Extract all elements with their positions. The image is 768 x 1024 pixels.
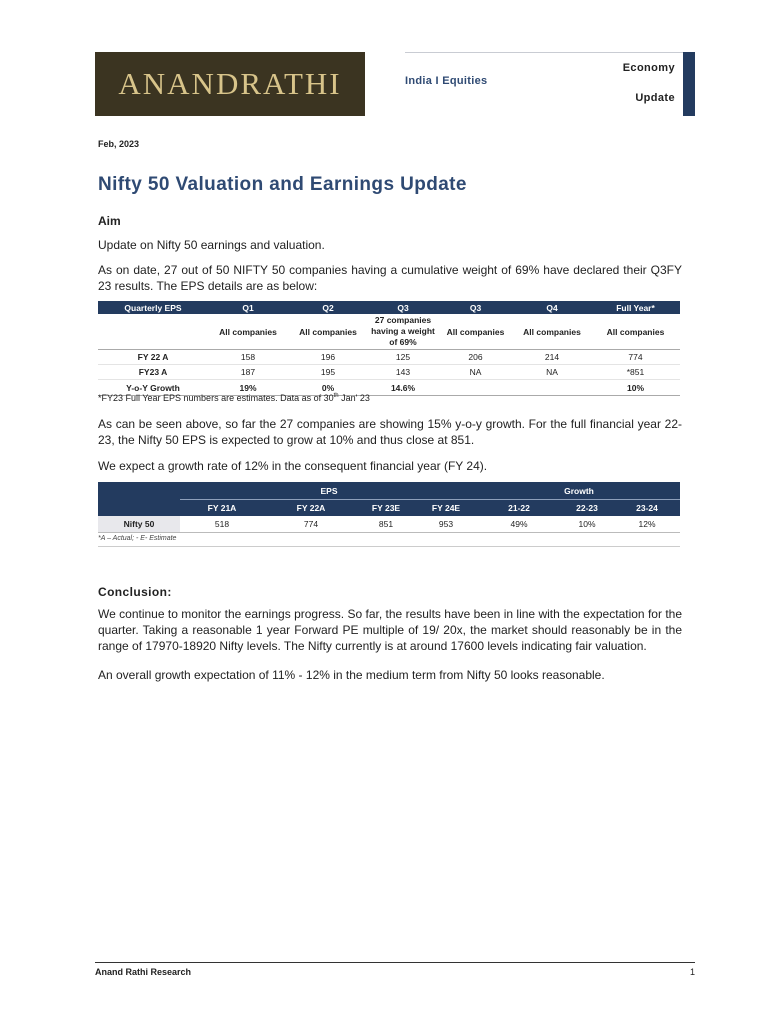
table-row: [98, 365, 680, 380]
eps-header-cell: Q1: [208, 301, 288, 314]
eps-header-cell: Q2: [288, 301, 368, 314]
table-cell: 143: [368, 365, 438, 380]
growth-table-group-header: [98, 482, 680, 500]
table-cell: NA: [513, 365, 591, 380]
footer-source: Anand Rathi Research: [95, 967, 192, 977]
table-cell: 10%: [591, 380, 680, 396]
eps-subheader-cell: All companies: [438, 314, 513, 350]
conclusion-paragraph-1: We continue to monitor the earnings progress. So far, the results have been in line with the expectation for the quarter. Taking a reasonable 1 year Forward PE multiple of 19/ 20x, the market should reasonably be in the range of 17970-18920 Nifty levels. The Nifty currently is at around 17600 levels indicating fair valuation.: [98, 607, 682, 653]
logo-text: ANANDRATHI: [118, 66, 342, 101]
aim-paragraph-1: Update on Nifty 50 earnings and valuation.: [98, 238, 325, 252]
table-cell: 196: [288, 350, 368, 365]
row-label: Y-o-Y Growth: [98, 380, 208, 396]
eps-header-cell: Quarterly EPS: [98, 301, 208, 314]
row-label: Nifty 50: [98, 516, 180, 533]
growth-header-cell: 22-23: [560, 500, 614, 517]
growth-header-cell: FY 22A: [264, 500, 358, 517]
table-cell: 12%: [614, 516, 680, 533]
table-cell: 49%: [478, 516, 560, 533]
table-cell: 187: [208, 365, 288, 380]
growth-table-header: [98, 500, 680, 517]
table-cell: 206: [438, 350, 513, 365]
eps-footnote-text: *FY23 Full Year EPS numbers are estimates. Data as of 30: [98, 393, 334, 403]
eps-table-header: [98, 301, 680, 314]
eps-footnote: [98, 393, 370, 403]
eps-footnote-tail: Jan' 23: [338, 393, 370, 403]
body-paragraph-1: As can be seen above, so far the 27 companies are showing 15% y-o-y growth. For the full financial year 22-23, the Nifty 50 EPS is expected to grow at 10% and thus close at 851.: [98, 417, 682, 447]
growth-group-header: Growth: [478, 482, 680, 500]
table-cell: 851: [358, 516, 414, 533]
eps-header-cell: Q3: [438, 301, 513, 314]
category-label: Economy: [622, 62, 675, 74]
page-title: Nifty 50 Valuation and Earnings Update: [98, 174, 467, 195]
aim-paragraph-2: As on date, 27 out of 50 NIFTY 50 companies having a cumulative weight of 69% have declared their Q3FY 23 results. The EPS details are as below:: [98, 263, 682, 293]
table-cell: NA: [438, 365, 513, 380]
eps-subheader-cell: All companies: [208, 314, 288, 350]
header-rule: [405, 52, 683, 53]
table-cell: 19%: [208, 380, 288, 396]
body-paragraph-2: We expect a growth rate of 12% in the consequent financial year (FY 24).: [98, 459, 488, 473]
table-cell: *851: [591, 365, 680, 380]
eps-table-subheader: [98, 314, 680, 350]
growth-header-cell: FY 24E: [414, 500, 478, 517]
table-cell: 953: [414, 516, 478, 533]
eps-subheader-cell: 27 companies having a weight of 69%: [368, 314, 438, 350]
report-type-label: Update: [635, 92, 675, 104]
eps-subheader-cell: All companies: [591, 314, 680, 350]
eps-header-cell: Full Year*: [591, 301, 680, 314]
eps-header-cell: Q3: [368, 301, 438, 314]
table-cell: 195: [288, 365, 368, 380]
table-cell: 774: [591, 350, 680, 365]
table-cell: 10%: [560, 516, 614, 533]
aim-heading: Aim: [98, 214, 121, 228]
growth-header-cell: 21-22: [478, 500, 560, 517]
page-number: 1: [689, 967, 695, 977]
table-cell: 14.6%: [368, 380, 438, 396]
conclusion-paragraph-2: An overall growth expectation of 11% - 12% in the medium term from Nifty 50 looks reasonable.: [98, 668, 605, 682]
growth-header-cell: FY 23E: [358, 500, 414, 517]
footnote-rule: [98, 546, 680, 547]
growth-table: [98, 482, 680, 533]
growth-footnote: *A – Actual; - E- Estimate: [98, 535, 177, 542]
conclusion-heading: Conclusion:: [98, 585, 172, 599]
anand-rathi-logo: [95, 52, 365, 116]
table-cell: 214: [513, 350, 591, 365]
table-cell: [513, 380, 591, 396]
row-label: FY23 A: [98, 365, 208, 380]
table-row: [98, 516, 680, 533]
eps-footnote-sup: th: [333, 393, 339, 399]
table-cell: 518: [180, 516, 264, 533]
eps-subheader-cell: All companies: [288, 314, 368, 350]
eps-group-header: EPS: [180, 482, 478, 500]
growth-header-cell: FY 21A: [180, 500, 264, 517]
header-accent-bar: [683, 52, 695, 116]
table-cell: 125: [368, 350, 438, 365]
eps-header-cell: Q4: [513, 301, 591, 314]
table-row: [98, 350, 680, 365]
footer-rule: [95, 962, 695, 963]
segment-label: India I Equities: [405, 75, 488, 87]
table-cell: [438, 380, 513, 396]
table-cell: 0%: [288, 380, 368, 396]
row-label: FY 22 A: [98, 350, 208, 365]
growth-header-cell: 23-24: [614, 500, 680, 517]
table-cell: 774: [264, 516, 358, 533]
eps-subheader-cell: All companies: [513, 314, 591, 350]
eps-table: [98, 301, 680, 396]
table-cell: 158: [208, 350, 288, 365]
report-date: Feb, 2023: [98, 139, 140, 149]
eps-subheader-cell: [98, 314, 208, 350]
